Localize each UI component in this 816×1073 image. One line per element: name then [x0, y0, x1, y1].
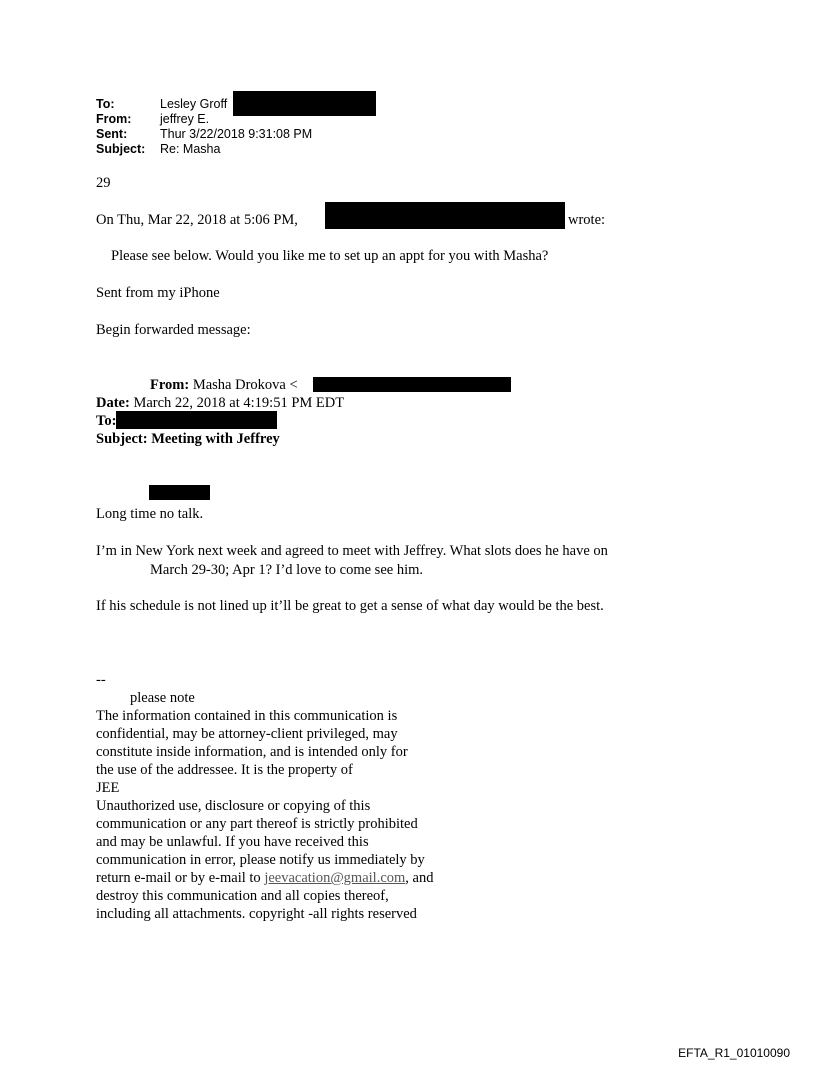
para1-line2: March 29-30; Apr 1? I’d love to come see him. — [150, 562, 424, 578]
fwd-date-line — [96, 394, 344, 412]
fwd-to-label: To: — [96, 413, 117, 429]
disclaimer-line: constitute inside information, and is intended only for — [96, 744, 408, 760]
sent-value: Thur 3/22/2018 9:31:08 PM — [160, 127, 313, 141]
disclaimer-note: please note — [130, 690, 195, 706]
greeting-tail: Long time no talk. — [96, 506, 204, 522]
disclaimer-line: destroy this communication and all copies thereof, — [96, 888, 389, 904]
disclaimer-line: communication or any part thereof is strictly prohibited — [96, 816, 418, 832]
document-id: EFTA_R1_01010090 — [678, 1046, 790, 1060]
disclaimer-line: including all attachments. copyright -all rights reserved — [96, 906, 417, 922]
fwd-date-label: Date: — [96, 395, 130, 411]
disclaimer-line: and may be unlawful. If you have received this — [96, 834, 369, 850]
subject-label: Subject: — [96, 142, 146, 156]
email-link[interactable]: jeevacation@gmail.com — [264, 870, 406, 886]
from-label: From: — [96, 112, 132, 126]
disclaimer-line: confidential, may be attorney-client privileged, may — [96, 726, 398, 742]
para2: If his schedule is not lined up it’ll be great to get a sense of what day would be the best. — [96, 598, 604, 614]
quote-intro-prefix: On Thu, Mar 22, 2018 at 5:06 PM, — [96, 212, 298, 228]
para1-line1: I’m in New York next week and agreed to meet with Jeffrey. What slots does he have on — [96, 543, 608, 559]
quote-intro-suffix: wrote: — [568, 212, 606, 228]
fwd-from-label: From: — [150, 377, 190, 393]
fwd-date-value: March 22, 2018 at 4:19:51 PM EDT — [133, 395, 345, 411]
signature: Sent from my iPhone — [96, 285, 220, 301]
disclaimer-line: JEE — [96, 780, 120, 796]
to-value: Lesley Groff — [160, 97, 228, 111]
redaction-box — [116, 411, 277, 429]
disclaimer-line: the use of the addressee. It is the property of — [96, 762, 353, 778]
from-value: jeffrey E. — [160, 112, 210, 126]
fwd-subject-label: Subject: — [96, 431, 148, 447]
to-label: To: — [96, 97, 115, 111]
fwd-from-line — [150, 376, 298, 394]
signature-dashes: -- — [96, 672, 106, 688]
redaction-box — [325, 202, 565, 229]
return-prefix: return e-mail or by e-mail to — [96, 870, 265, 886]
redaction-box — [149, 485, 210, 500]
disclaimer-line: Unauthorized use, disclosure or copying of this — [96, 798, 371, 814]
fwd-subject-value: Meeting with Jeffrey — [151, 431, 280, 447]
forward-intro: Begin forwarded message: — [96, 322, 251, 338]
disclaimer-line: communication in error, please notify us immediately by — [96, 852, 425, 868]
quoted-line: Please see below. Would you like me to set up an appt for you with Masha? — [111, 248, 549, 264]
disclaimer-line: The information contained in this communication is — [96, 708, 398, 724]
redaction-box — [313, 377, 511, 392]
subject-value: Re: Masha — [160, 142, 221, 156]
return-suffix: , and — [405, 870, 434, 886]
fwd-from-value: Masha Drokova < — [192, 377, 298, 393]
sent-label: Sent: — [96, 127, 128, 141]
disclaimer-return-line — [96, 869, 433, 887]
reply-body: 29 — [96, 175, 111, 191]
redaction-box — [233, 91, 376, 116]
fwd-subject-line — [96, 430, 280, 448]
